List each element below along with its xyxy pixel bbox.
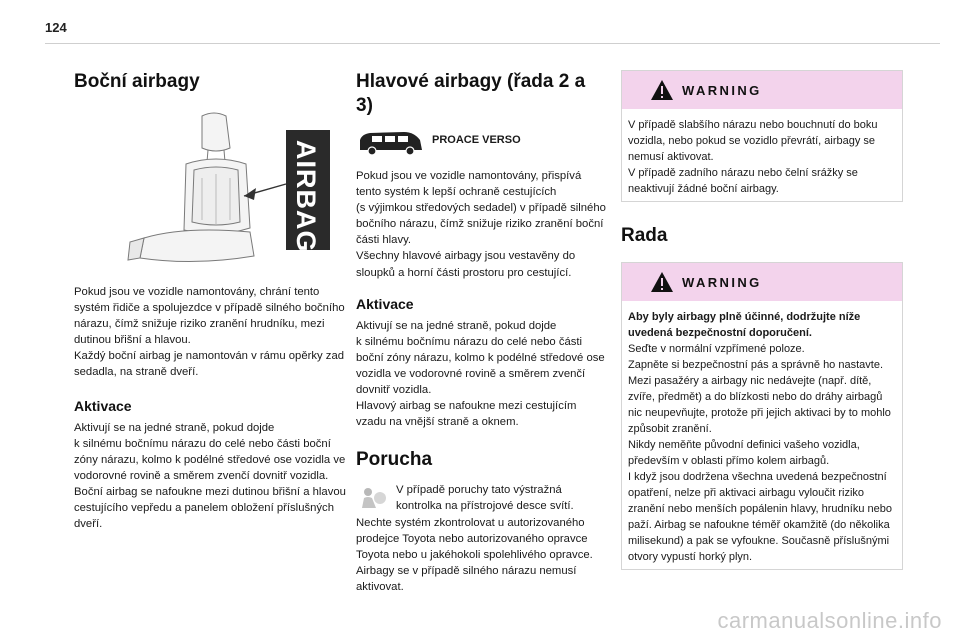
warning-header-1 [622, 71, 902, 109]
side-airbags-section [74, 70, 346, 532]
side-activation-text: Aktivují se na jedné straně, pokud dojde k silnému bočnímu nárazu do celé nebo části boční zóny nárazu, kolmo k podélné středové ose vozidla ve vodorovné rovině a směrem zvenčí dovnitř vozidla. Boční airbag se nafoukne mezi dutinou břišní a hlavou cestujícího vepředu a panelem obložení příslušných dveří. [74, 421, 346, 531]
seat-airbag-figure [74, 108, 346, 268]
advice-title: Rada [621, 225, 668, 246]
fault-text: Nechte systém zkontrolovat u autorizovaného prodejce Toyota nebo autorizovaného opravce Toyota nebo u jakéhokoli spolehlivého opravce. Airbagy se v případě silného nárazu nemusí aktivovat. [356, 516, 593, 593]
warning-body-1 [622, 109, 902, 201]
airbag-label: AIRBAG [291, 140, 321, 253]
warnings-section [621, 70, 903, 570]
side-airbags-intro: Pokud jsou ve vozidle namontovány, chrání tento systém řidiče a spolujezdce v případě silného bočního nárazu, čímž snižuje riziko zranění hrudníku, mezi dutinou břišní a hlavou. Každý boční airbag je namontován v rámu opěrky zad sedadla, na straně dveří. [74, 286, 345, 379]
airbag-warning-light-icon [356, 486, 390, 510]
fault-row [356, 482, 606, 514]
warning-header-2 [622, 263, 902, 301]
warning-box-1 [621, 70, 903, 202]
warning-body-2 [622, 301, 902, 569]
side-airbags-title: Boční airbagy [74, 71, 200, 92]
warning-box-2 [621, 262, 903, 570]
model-row [356, 128, 606, 158]
head-airbags-intro: Pokud jsou ve vozidle namontovány, přispívá tento systém k lepší ochraně cestujících (s výjimkou středových sedadel) v případě silného bočního nárazu, čímž snižuje riziko zranění boční části hlavy. Všechny hlavové airbagy jsou vestavěny do sloupků a horní části prostoru pro cestující. [356, 170, 606, 279]
warning-title-2: WARNING [682, 274, 762, 290]
warning-triangle-icon [650, 271, 674, 293]
van-icon [356, 128, 426, 158]
head-airbags-title: Hlavové airbagy (řada 2 a 3) [356, 71, 586, 116]
model-name: PROACE VERSO [432, 134, 521, 146]
header-divider [45, 43, 940, 44]
warning-triangle-icon [650, 79, 674, 101]
fault-lead: V případě poruchy tato výstražná kontrolka na přístrojové desce svítí. [396, 484, 574, 513]
warning-text-2: Seďte v normální vzpřímené poloze. Zapněte si bezpečnostní pás a správně ho nastavte. Mezi pasažéry a airbagy nic nedávejte (např. dítě, zvíře, předmět) a do blízkosti nebo do dráhy airbagů nic neupevňujte, protože při jejich aktivaci by to mohlo způsobit zranění. Nikdy neměňte původní definici vašeho vozidla, především v oblasti přímo kolem airbagů. I když jsou dodržena všechna uvedená bezpečnostní opatření, nelze při aktivaci airbagu vyloučit riziko zranění nebo menších popálenin hlavy, hrudníku nebo paží. Airbag se nafoukne téměř okamžitě (do několika milisekund) a pak se vyfoukne. Současně příslušnými otvory vypustí horký plyn. [628, 343, 892, 563]
side-activation-title: Aktivace [74, 397, 132, 414]
warning-text-1: V případě slabšího nárazu nebo bouchnutí do boku vozidla, nebo pokud se vozidlo převrátí, airbagy se nemusí aktivovat. V případě zadního nárazu nebo čelní srážky se neaktivují žádné boční airbagy. [628, 119, 878, 195]
head-airbags-section [356, 70, 606, 595]
page-number: 124 [45, 20, 67, 35]
warning-title-1: WARNING [682, 82, 762, 98]
watermark: carmanualsonline.info [717, 608, 942, 633]
warning-bold-text-2: Aby byly airbagy plně účinné, dodržujte níže uvedená bezpečnostní doporučení. [628, 311, 861, 339]
fault-title: Porucha [356, 449, 433, 471]
head-activation-text: Aktivují se na jedné straně, pokud dojde k silnému bočnímu nárazu do celé nebo části boční zóny nárazu, kolmo k podélné středové ose vozidla ve vodorovné rovině a směrem zvenčí dovnitř vozidla. Hlavový airbag se nafoukne mezi cestujícím vzadu na vnější straně a oknem. [356, 319, 605, 429]
head-activation-title: Aktivace [356, 295, 414, 312]
